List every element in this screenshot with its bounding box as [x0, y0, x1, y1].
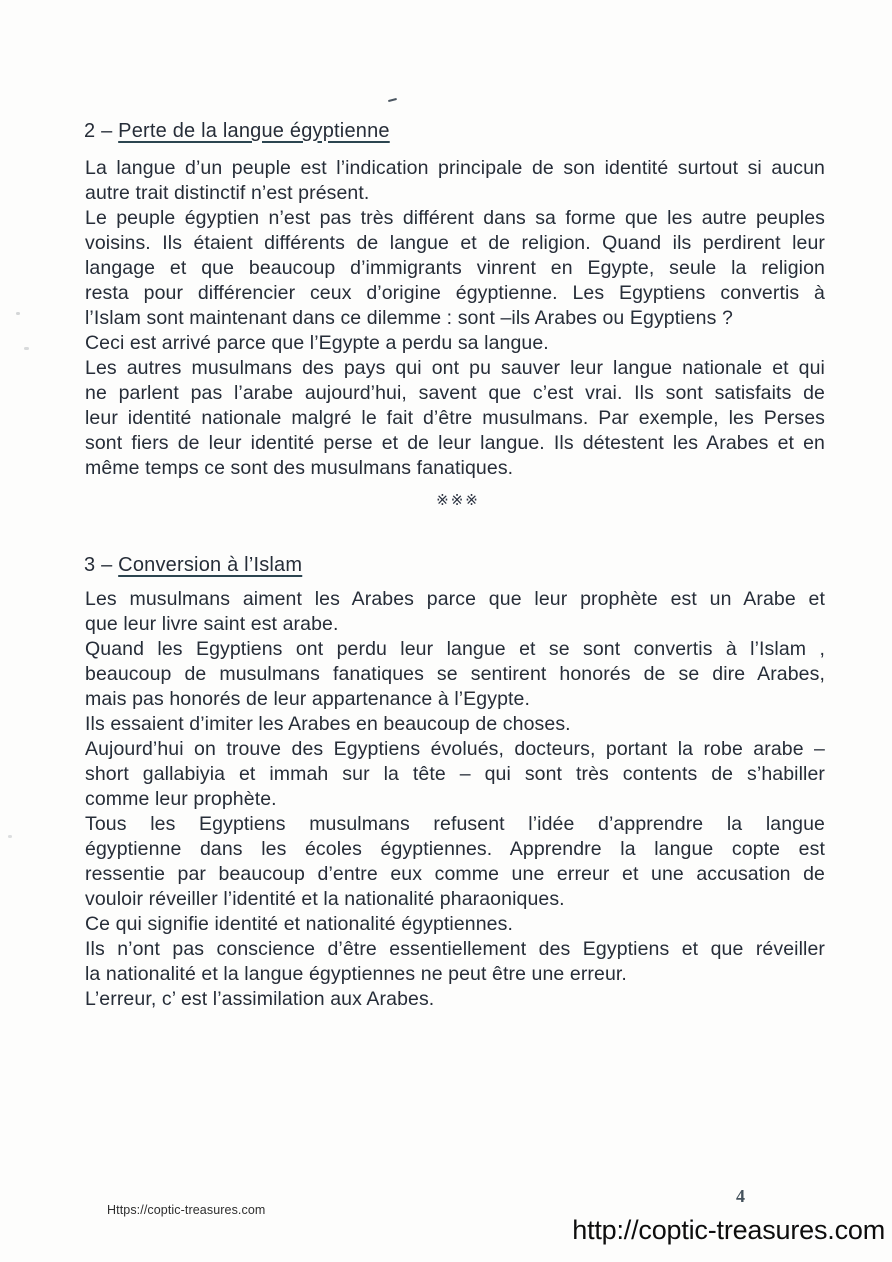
section-2-body — [85, 156, 825, 481]
text-line: La langue d’un peuple est l’indication principale de son identité surtout si aucun — [85, 157, 825, 179]
text-line: la nationalité et la langue égyptiennes ne peut être une erreur. — [85, 963, 627, 985]
footer-large-url: http://coptic-treasures.com — [572, 1215, 885, 1245]
text-line: Quand les Egyptiens ont perdu leur langue et se sont convertis à l’Islam , — [85, 638, 825, 660]
section-2-heading-number: 2 – — [84, 119, 119, 142]
text-line: sont fiers de leur identité perse et de leur langue. Ils détestent les Arabes et en — [85, 432, 825, 454]
footer-small-url: Https://coptic-treasures.com — [107, 1203, 266, 1217]
text-line: Les autres musulmans des pays qui ont pu sauver leur langue nationale et qui — [85, 357, 825, 379]
scan-artifact — [16, 312, 20, 315]
text-line: leur identité nationale malgré le fait d’être musulmans. Par exemple, les Perses — [85, 407, 825, 429]
text-line: Aujourd’hui on trouve des Egyptiens évolués, docteurs, portant la robe arabe – — [85, 738, 825, 760]
scan-artifact — [24, 347, 29, 350]
section-3-body — [85, 587, 825, 1012]
text-line: langage et que beaucoup d’immigrants vinrent en Egypte, seule la religion — [85, 257, 825, 279]
text-line: Tous les Egyptiens musulmans refusent l’idée d’apprendre la langue — [85, 813, 825, 835]
text-line: ressentie par beaucoup d’entre eux comme une erreur et une accusation de — [85, 863, 825, 885]
text-line: Ce qui signifie identité et nationalité égyptiennes. — [85, 913, 513, 935]
text-line: short gallabiyia et immah sur la tête – qui sont très contents de s’habiller — [85, 763, 825, 785]
text-line: autre trait distinctif n’est présent. — [85, 182, 370, 204]
text-line: que leur livre saint est arabe. — [85, 613, 339, 635]
scan-artifact — [388, 98, 397, 102]
section-separator: ※※※ — [436, 491, 480, 509]
section-2-heading — [84, 120, 390, 143]
text-line: ne parlent pas l’arabe aujourd’hui, savent que c’est vrai. Ils sont satisfaits de — [85, 382, 825, 404]
text-line: Le peuple égyptien n’est pas très différent dans sa forme que les autre peuples — [85, 207, 825, 229]
section-3-heading-number: 3 – — [84, 553, 119, 576]
section-3-heading-title: Conversion à l’Islam — [118, 553, 303, 576]
text-line: L’erreur, c’ est l’assimilation aux Arabes. — [85, 988, 435, 1010]
text-line: resta pour différencier ceux d’origine égyptienne. Les Egyptiens convertis à — [85, 282, 825, 304]
section-2-heading-title: Perte de la langue égyptienne — [118, 119, 390, 142]
section-3-heading — [84, 554, 302, 577]
text-line: comme leur prophète. — [85, 788, 277, 810]
text-line: égyptienne dans les écoles égyptiennes. Apprendre la langue copte est — [85, 838, 825, 860]
text-line: beaucoup de musulmans fanatiques se sentirent honorés de se dire Arabes, — [85, 663, 825, 685]
text-line: mais pas honorés de leur appartenance à l’Egypte. — [85, 688, 531, 710]
text-line: Ceci est arrivé parce que l’Egypte a perdu sa langue. — [85, 332, 549, 354]
text-line: Les musulmans aiment les Arabes parce que leur prophète est un Arabe et — [85, 588, 825, 610]
text-line: Ils essaient d’imiter les Arabes en beaucoup de choses. — [85, 713, 571, 735]
text-line: même temps ce sont des musulmans fanatiques. — [85, 457, 514, 479]
text-line: l’Islam sont maintenant dans ce dilemme : sont –ils Arabes ou Egyptiens ? — [85, 307, 733, 329]
scan-artifact — [8, 835, 12, 838]
text-line: voisins. Ils étaient différents de langue et de religion. Quand ils perdirent leur — [85, 232, 825, 254]
page-number: 4 — [736, 1186, 745, 1206]
text-line: vouloir réveiller l’identité et la nationalité pharaoniques. — [85, 888, 565, 910]
text-line: Ils n’ont pas conscience d’être essentiellement des Egyptiens et que réveiller — [85, 938, 825, 960]
